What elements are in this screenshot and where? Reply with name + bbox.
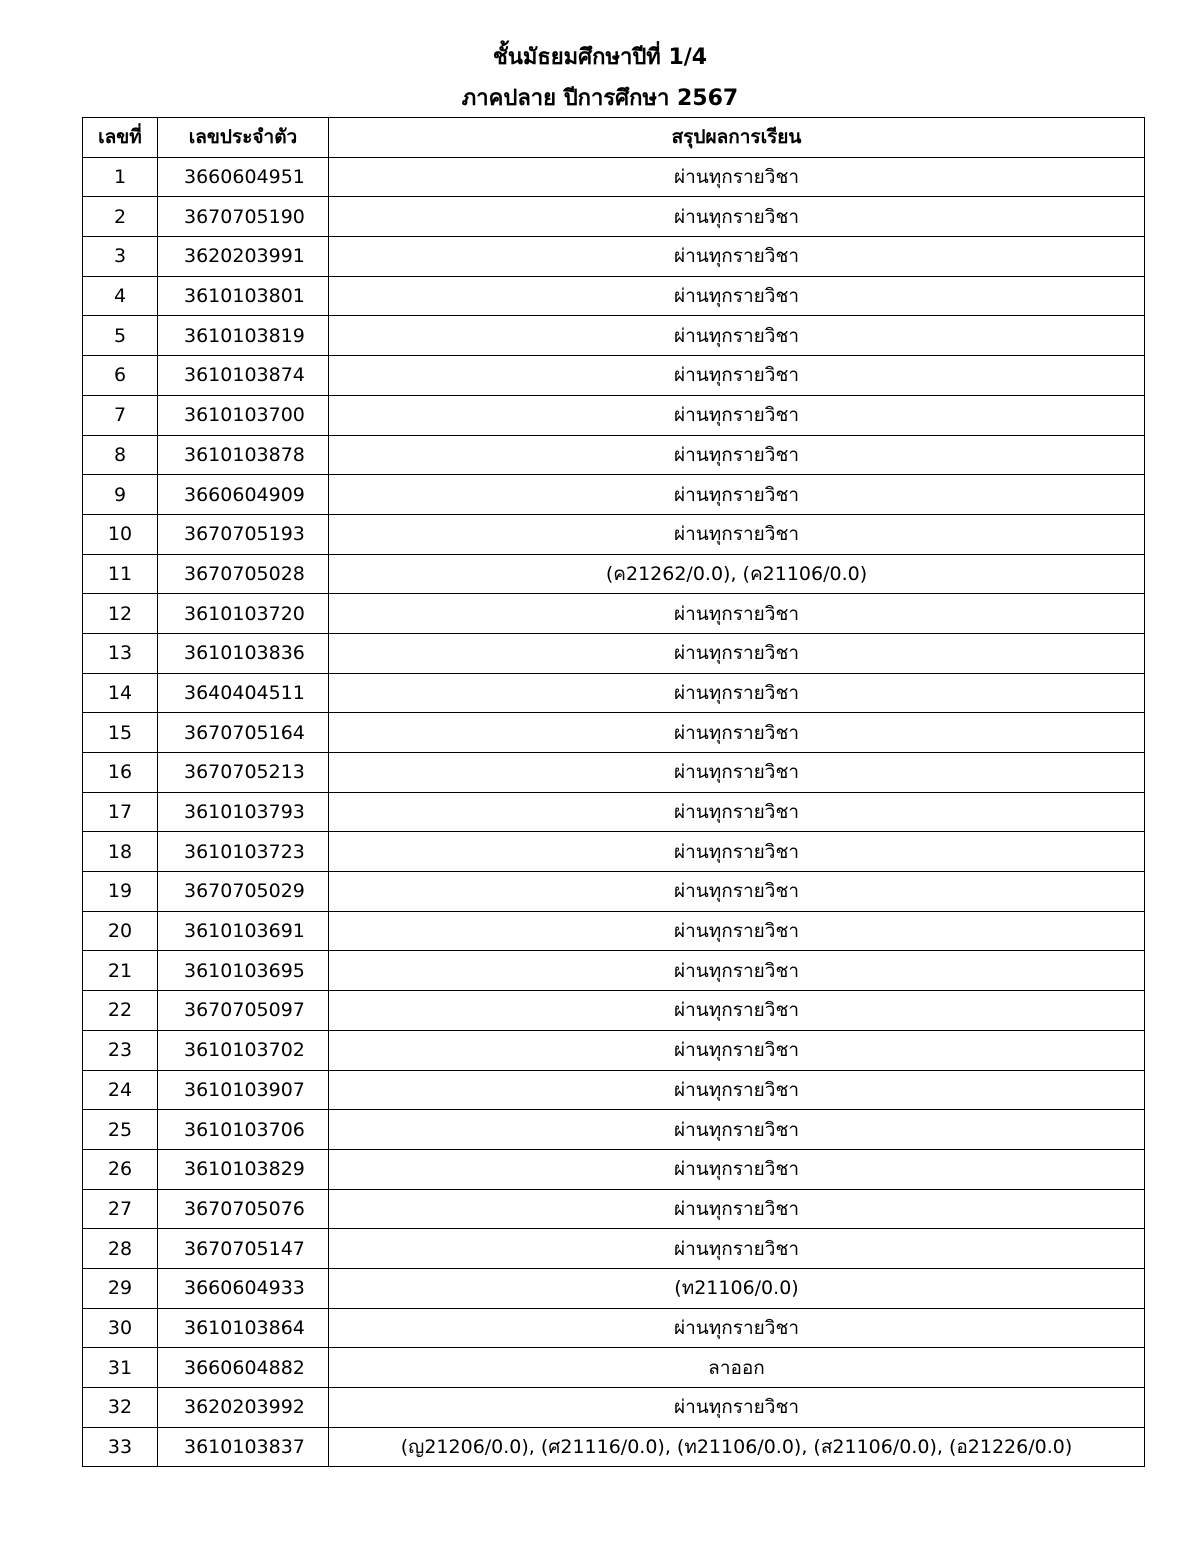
row-student-id: 3610103702 (158, 1030, 329, 1070)
row-number: 27 (83, 1189, 158, 1229)
row-summary: (ท21106/0.0) (329, 1268, 1145, 1308)
row-summary: ผ่านทุกรายวิชา (329, 1110, 1145, 1150)
row-student-id: 3610103720 (158, 594, 329, 634)
row-student-id: 3610103793 (158, 792, 329, 832)
row-student-id: 3610103829 (158, 1149, 329, 1189)
row-summary: ผ่านทุกรายวิชา (329, 1189, 1145, 1229)
table-row (83, 356, 1145, 396)
table-row (83, 1388, 1145, 1428)
row-number: 20 (83, 911, 158, 951)
row-number: 8 (83, 435, 158, 475)
row-number: 4 (83, 276, 158, 316)
row-student-id: 3670705193 (158, 514, 329, 554)
row-summary: ผ่านทุกรายวิชา (329, 792, 1145, 832)
row-summary: ผ่านทุกรายวิชา (329, 753, 1145, 793)
table-row (83, 1070, 1145, 1110)
table-row (83, 1189, 1145, 1229)
row-number: 12 (83, 594, 158, 634)
row-number: 11 (83, 554, 158, 594)
table-row (83, 792, 1145, 832)
row-summary: ผ่านทุกรายวิชา (329, 1030, 1145, 1070)
row-number: 29 (83, 1268, 158, 1308)
row-summary: ผ่านทุกรายวิชา (329, 514, 1145, 554)
row-student-id: 3610103700 (158, 395, 329, 435)
row-student-id: 3610103864 (158, 1308, 329, 1348)
table-row (83, 237, 1145, 277)
row-number: 33 (83, 1427, 158, 1467)
row-student-id: 3670705213 (158, 753, 329, 793)
row-summary: ผ่านทุกรายวิชา (329, 911, 1145, 951)
row-summary: ผ่านทุกรายวิชา (329, 991, 1145, 1031)
row-number: 7 (83, 395, 158, 435)
row-summary: ผ่านทุกรายวิชา (329, 673, 1145, 713)
row-student-id: 3670705029 (158, 872, 329, 912)
row-summary: ผ่านทุกรายวิชา (329, 713, 1145, 753)
row-summary: ผ่านทุกรายวิชา (329, 435, 1145, 475)
header-no: เลขที่ (83, 118, 158, 158)
row-student-id: 3620203991 (158, 237, 329, 277)
row-summary: (ค21262/0.0), (ค21106/0.0) (329, 554, 1145, 594)
row-summary: ผ่านทุกรายวิชา (329, 316, 1145, 356)
results-table (82, 117, 1145, 1467)
row-summary: ผ่านทุกรายวิชา (329, 157, 1145, 197)
row-number: 30 (83, 1308, 158, 1348)
table-row (83, 872, 1145, 912)
row-student-id: 3670705097 (158, 991, 329, 1031)
document-title: ชั้นมัธยมศึกษาปีที่ 1/4 (492, 45, 708, 70)
row-summary: ผ่านทุกรายวิชา (329, 594, 1145, 634)
row-summary: ลาออก (329, 1348, 1145, 1388)
row-summary: ผ่านทุกรายวิชา (329, 1070, 1145, 1110)
row-summary: ผ่านทุกรายวิชา (329, 356, 1145, 396)
table-body (83, 157, 1145, 1467)
row-number: 15 (83, 713, 158, 753)
table-row (83, 197, 1145, 237)
row-student-id: 3670705164 (158, 713, 329, 753)
row-number: 22 (83, 991, 158, 1031)
row-student-id: 3610103723 (158, 832, 329, 872)
table-row (83, 316, 1145, 356)
row-number: 5 (83, 316, 158, 356)
header-summary: สรุปผลการเรียน (329, 118, 1145, 158)
row-number: 26 (83, 1149, 158, 1189)
row-number: 17 (83, 792, 158, 832)
row-student-id: 3670705076 (158, 1189, 329, 1229)
table-row (83, 276, 1145, 316)
table-row (83, 1229, 1145, 1269)
table-row (83, 1030, 1145, 1070)
table-row (83, 157, 1145, 197)
row-student-id: 3610103706 (158, 1110, 329, 1150)
table-row (83, 1308, 1145, 1348)
row-summary: ผ่านทุกรายวิชา (329, 395, 1145, 435)
table-header-row (83, 118, 1145, 158)
row-summary: ผ่านทุกรายวิชา (329, 197, 1145, 237)
table-row (83, 713, 1145, 753)
row-summary: ผ่านทุกรายวิชา (329, 872, 1145, 912)
table-row (83, 1427, 1145, 1467)
table-row (83, 594, 1145, 634)
row-number: 16 (83, 753, 158, 793)
table-row (83, 435, 1145, 475)
row-student-id: 3620203992 (158, 1388, 329, 1428)
row-student-id: 3640404511 (158, 673, 329, 713)
row-number: 21 (83, 951, 158, 991)
table-row (83, 911, 1145, 951)
row-student-id: 3610103801 (158, 276, 329, 316)
table-row (83, 832, 1145, 872)
row-summary: (ญ21206/0.0), (ศ21116/0.0), (ท21106/0.0), (ส21106/0.0), (อ21226/0.0) (329, 1427, 1145, 1467)
table-row (83, 991, 1145, 1031)
row-student-id: 3610103837 (158, 1427, 329, 1467)
row-summary: ผ่านทุกรายวิชา (329, 1229, 1145, 1269)
row-summary: ผ่านทุกรายวิชา (329, 1149, 1145, 1189)
row-number: 31 (83, 1348, 158, 1388)
header-student-id: เลขประจำตัว (158, 118, 329, 158)
table-row (83, 951, 1145, 991)
row-summary: ผ่านทุกรายวิชา (329, 475, 1145, 515)
row-student-id: 3610103878 (158, 435, 329, 475)
row-student-id: 3610103691 (158, 911, 329, 951)
row-student-id: 3610103907 (158, 1070, 329, 1110)
row-number: 1 (83, 157, 158, 197)
row-student-id: 3610103695 (158, 951, 329, 991)
table-row (83, 554, 1145, 594)
row-summary: ผ่านทุกรายวิชา (329, 1388, 1145, 1428)
row-student-id: 3660604933 (158, 1268, 329, 1308)
row-number: 19 (83, 872, 158, 912)
row-summary: ผ่านทุกรายวิชา (329, 633, 1145, 673)
row-student-id: 3660604951 (158, 157, 329, 197)
table-row (83, 1110, 1145, 1150)
table-row (83, 514, 1145, 554)
row-number: 10 (83, 514, 158, 554)
row-summary: ผ่านทุกรายวิชา (329, 237, 1145, 277)
row-summary: ผ่านทุกรายวิชา (329, 276, 1145, 316)
row-number: 25 (83, 1110, 158, 1150)
row-student-id: 3610103819 (158, 316, 329, 356)
table-row (83, 475, 1145, 515)
table-row (83, 753, 1145, 793)
document-subtitle: ภาคปลาย ปีการศึกษา 2567 (461, 86, 739, 111)
row-number: 24 (83, 1070, 158, 1110)
row-student-id: 3660604909 (158, 475, 329, 515)
table-row (83, 1149, 1145, 1189)
row-number: 28 (83, 1229, 158, 1269)
row-summary: ผ่านทุกรายวิชา (329, 832, 1145, 872)
row-summary: ผ่านทุกรายวิชา (329, 1308, 1145, 1348)
row-student-id: 3670705190 (158, 197, 329, 237)
row-number: 9 (83, 475, 158, 515)
row-number: 3 (83, 237, 158, 277)
table-row (83, 673, 1145, 713)
table-row (83, 633, 1145, 673)
row-student-id: 3670705028 (158, 554, 329, 594)
row-summary: ผ่านทุกรายวิชา (329, 951, 1145, 991)
table-row (83, 395, 1145, 435)
row-student-id: 3670705147 (158, 1229, 329, 1269)
row-number: 6 (83, 356, 158, 396)
row-number: 14 (83, 673, 158, 713)
row-student-id: 3660604882 (158, 1348, 329, 1388)
table-row (83, 1348, 1145, 1388)
row-number: 23 (83, 1030, 158, 1070)
row-student-id: 3610103836 (158, 633, 329, 673)
row-number: 18 (83, 832, 158, 872)
row-number: 32 (83, 1388, 158, 1428)
row-number: 13 (83, 633, 158, 673)
row-number: 2 (83, 197, 158, 237)
row-student-id: 3610103874 (158, 356, 329, 396)
table-row (83, 1268, 1145, 1308)
